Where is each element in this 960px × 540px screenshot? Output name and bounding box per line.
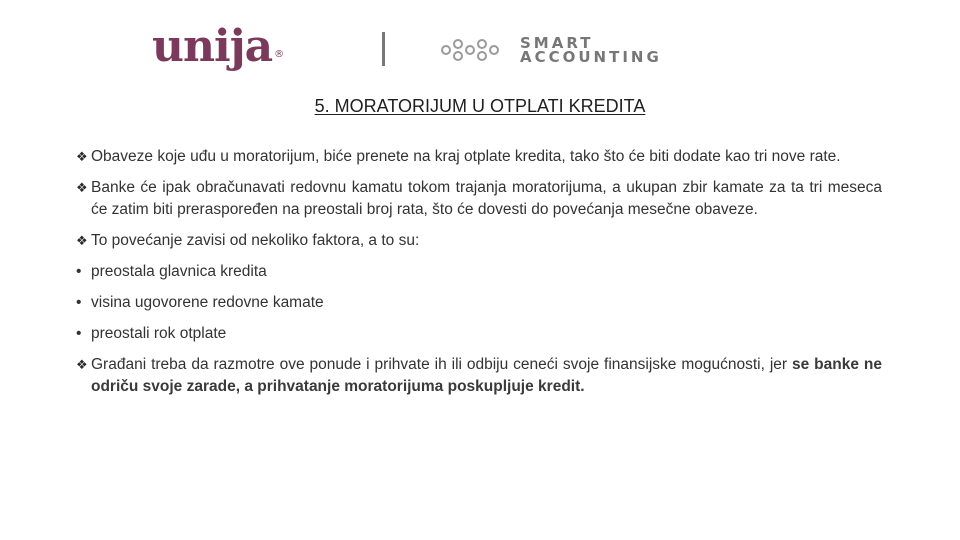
paragraph-4-text-start: Građani treba da razmotre ove ponude i prihvate ih ili odbiju ceneći svoje finansijske mogućnosti, jer [91,356,792,373]
smart-accounting-dots-icon [440,38,500,62]
list-item [76,323,882,345]
list-item [76,261,882,283]
unija-logo-text: unija [152,21,273,72]
registered-mark: ® [274,49,284,60]
dot-bullet-icon: • [76,325,82,342]
list-item-text: preostali rok otplate [91,325,227,342]
diamond-bullet-icon: ❖ [76,149,88,164]
paragraph-1 [76,146,882,168]
list-item-text: preostala glavnica kredita [91,263,267,280]
logo-divider [382,32,385,66]
paragraph-4-text-bold: se banke ne odriču svoje zarade, a prihvatanje moratorijuma poskupljuje kredit [91,356,882,395]
diamond-bullet-icon: ❖ [76,233,88,248]
diamond-bullet-icon: ❖ [76,180,88,195]
smart-logo-line1: SMART [520,34,594,52]
paragraph-4-text-end: . [580,378,585,395]
paragraph-2-text: Banke će ipak obračunavati redovnu kamatu tokom trajanja moratorijuma, a ukupan zbir kamate za ta tri meseca će zatim biti preraspoređen na preostali broj rata, što će dovesti do povećanja mesečne obaveze. [91,179,882,218]
dot-bullet-icon: • [76,294,82,311]
paragraph-3-text: To povećanje zavisi od nekoliko faktora, a to su: [91,232,420,249]
list-item [76,292,882,314]
list-item-text: visina ugovorene redovne kamate [91,294,324,311]
paragraph-1-text: Obaveze koje uđu u moratorijum, biće prenete na kraj otplate kredita, tako što će biti dodate kao tri nove rate. [91,148,841,165]
diamond-bullet-icon: ❖ [76,357,88,372]
paragraph-4 [76,354,882,398]
paragraph-2 [76,177,882,221]
paragraph-3 [76,230,882,252]
dot-bullet-icon: • [76,263,82,280]
unija-logo [152,21,284,72]
smart-logo-line2: ACCOUNTING [520,48,662,66]
smart-accounting-logo [520,36,662,64]
page-title: 5. MORATORIJUM U OTPLATI KREDITA [314,96,646,116]
content-body [76,146,882,407]
